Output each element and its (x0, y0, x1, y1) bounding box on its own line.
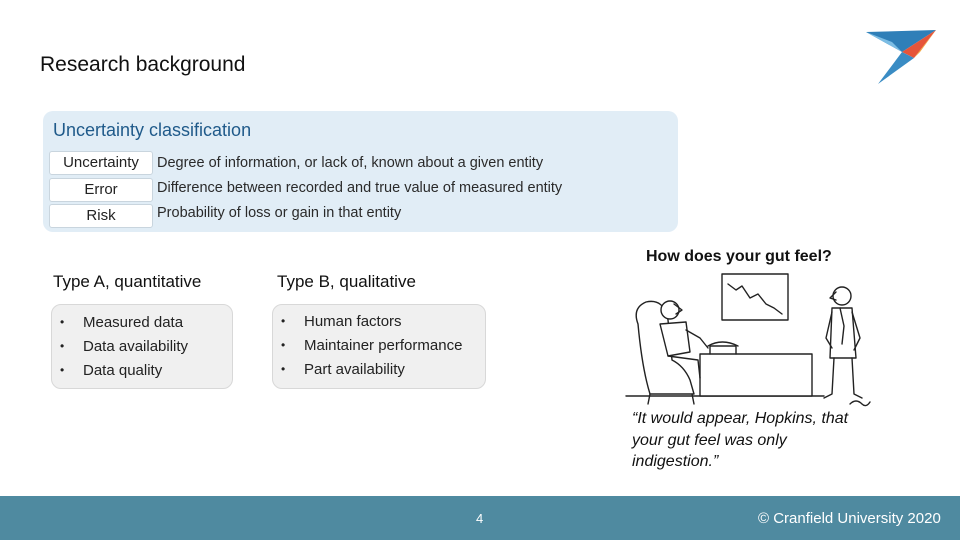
type-b-heading: Type B, qualitative (277, 272, 416, 291)
type-a-item: Data quality (83, 362, 163, 379)
type-a-heading: Type A, quantitative (53, 272, 202, 291)
bullet-icon: • (281, 338, 286, 352)
cranfield-logo-icon (862, 28, 940, 86)
definition-error: Difference between recorded and true value of measured entity (157, 180, 563, 196)
type-a-item: Measured data (83, 314, 184, 331)
definition-risk: Probability of loss or gain in that entity (157, 205, 402, 221)
term-risk: Risk (49, 204, 153, 228)
type-b-item: Human factors (304, 313, 402, 330)
page-number: 4 (476, 511, 484, 526)
term-uncertainty: Uncertainty (49, 151, 153, 175)
bullet-icon: • (281, 314, 286, 328)
bullet-icon: • (281, 362, 286, 376)
bullet-icon: • (60, 315, 65, 329)
copyright-text: © Cranfield University 2020 (758, 510, 941, 527)
cartoon-heading: How does your gut feel? (646, 248, 832, 265)
cartoon-caption: “It would appear, Hopkins, that your gut feel was only indigestion.” (632, 410, 849, 470)
term-error: Error (49, 178, 153, 202)
type-a-item: Data availability (83, 338, 189, 355)
bullet-icon: • (60, 363, 65, 377)
definition-uncertainty: Degree of information, or lack of, known about a given entity (157, 155, 544, 171)
type-b-item: Maintainer performance (304, 337, 463, 354)
classification-heading: Uncertainty classification (53, 120, 252, 140)
office-cartoon-icon (624, 268, 874, 410)
bullet-icon: • (60, 339, 65, 353)
slide-title: Research background (40, 53, 246, 76)
type-b-item: Part availability (304, 361, 405, 378)
